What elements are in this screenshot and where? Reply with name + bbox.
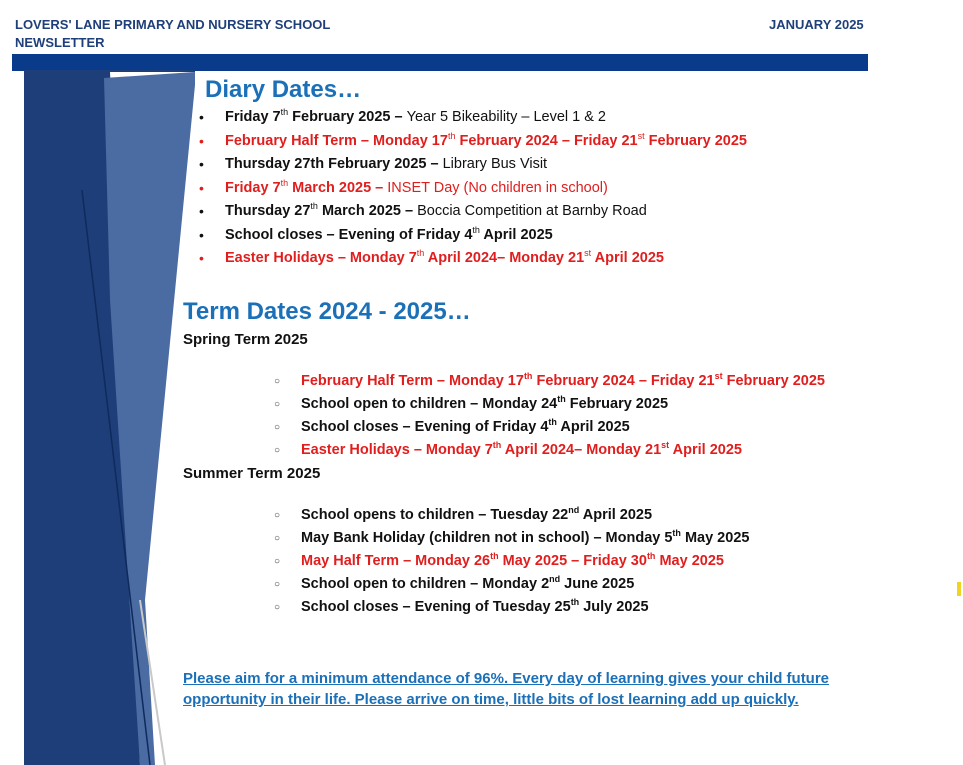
spring-term-heading: Spring Term 2025 (183, 331, 308, 348)
diary-item: • Easter Holidays – Monday 7th April 2024– Monday 21st April 2025 (199, 247, 747, 271)
spring-term-item: ○ Easter Holidays – Monday 7th April 2024– Monday 21st April 2025 (274, 439, 825, 462)
spring-term-item: ○ School open to children – Monday 24th February 2025 (274, 393, 825, 416)
newsletter-label: NEWSLETTER (15, 35, 105, 50)
summer-term-heading: Summer Term 2025 (183, 465, 321, 482)
newsletter-date: JANUARY 2025 (769, 17, 864, 32)
summer-term-item: ○ School open to children – Monday 2nd June 2025 (274, 573, 749, 596)
diary-item: • Thursday 27th March 2025 – Boccia Competition at Barnby Road (199, 200, 747, 224)
summer-term-list (274, 504, 749, 619)
yellow-marker (957, 582, 961, 596)
summer-term-item: ○ May Half Term – Monday 26th May 2025 – Friday 30th May 2025 (274, 550, 749, 573)
diary-item: • February Half Term – Monday 17th February 2024 – Friday 21st February 2025 (199, 130, 747, 154)
decorative-side-panel (0, 0, 200, 765)
diary-item: • Thursday 27th February 2025 – Library Bus Visit (199, 153, 747, 177)
diary-item: • Friday 7th February 2025 – Year 5 Bikeability – Level 1 & 2 (199, 106, 747, 130)
spring-term-list (274, 370, 825, 462)
summer-term-item: ○ May Bank Holiday (children not in school) – Monday 5th May 2025 (274, 527, 749, 550)
spring-term-item: ○ School closes – Evening of Friday 4th April 2025 (274, 416, 825, 439)
summer-term-item: ○ School closes – Evening of Tuesday 25th July 2025 (274, 596, 749, 619)
diary-item: • Friday 7th March 2025 – INSET Day (No children in school) (199, 177, 747, 201)
diary-list (199, 106, 747, 271)
attendance-note: Please aim for a minimum attendance of 96%. Every day of learning gives your child future opportunity in their life. Please arrive on time, little bits of lost learning add up quickly. (183, 670, 830, 708)
diary-dates-title: Diary Dates… (205, 76, 362, 103)
summer-term-item: ○ School opens to children – Tuesday 22nd April 2025 (274, 504, 749, 527)
diary-item: • School closes – Evening of Friday 4th April 2025 (199, 224, 747, 248)
school-name: LOVERS' LANE PRIMARY AND NURSERY SCHOOL (15, 17, 331, 32)
term-dates-title: Term Dates 2024 - 2025… (183, 298, 471, 325)
spring-term-item: ○ February Half Term – Monday 17th February 2024 – Friday 21st February 2025 (274, 370, 825, 393)
